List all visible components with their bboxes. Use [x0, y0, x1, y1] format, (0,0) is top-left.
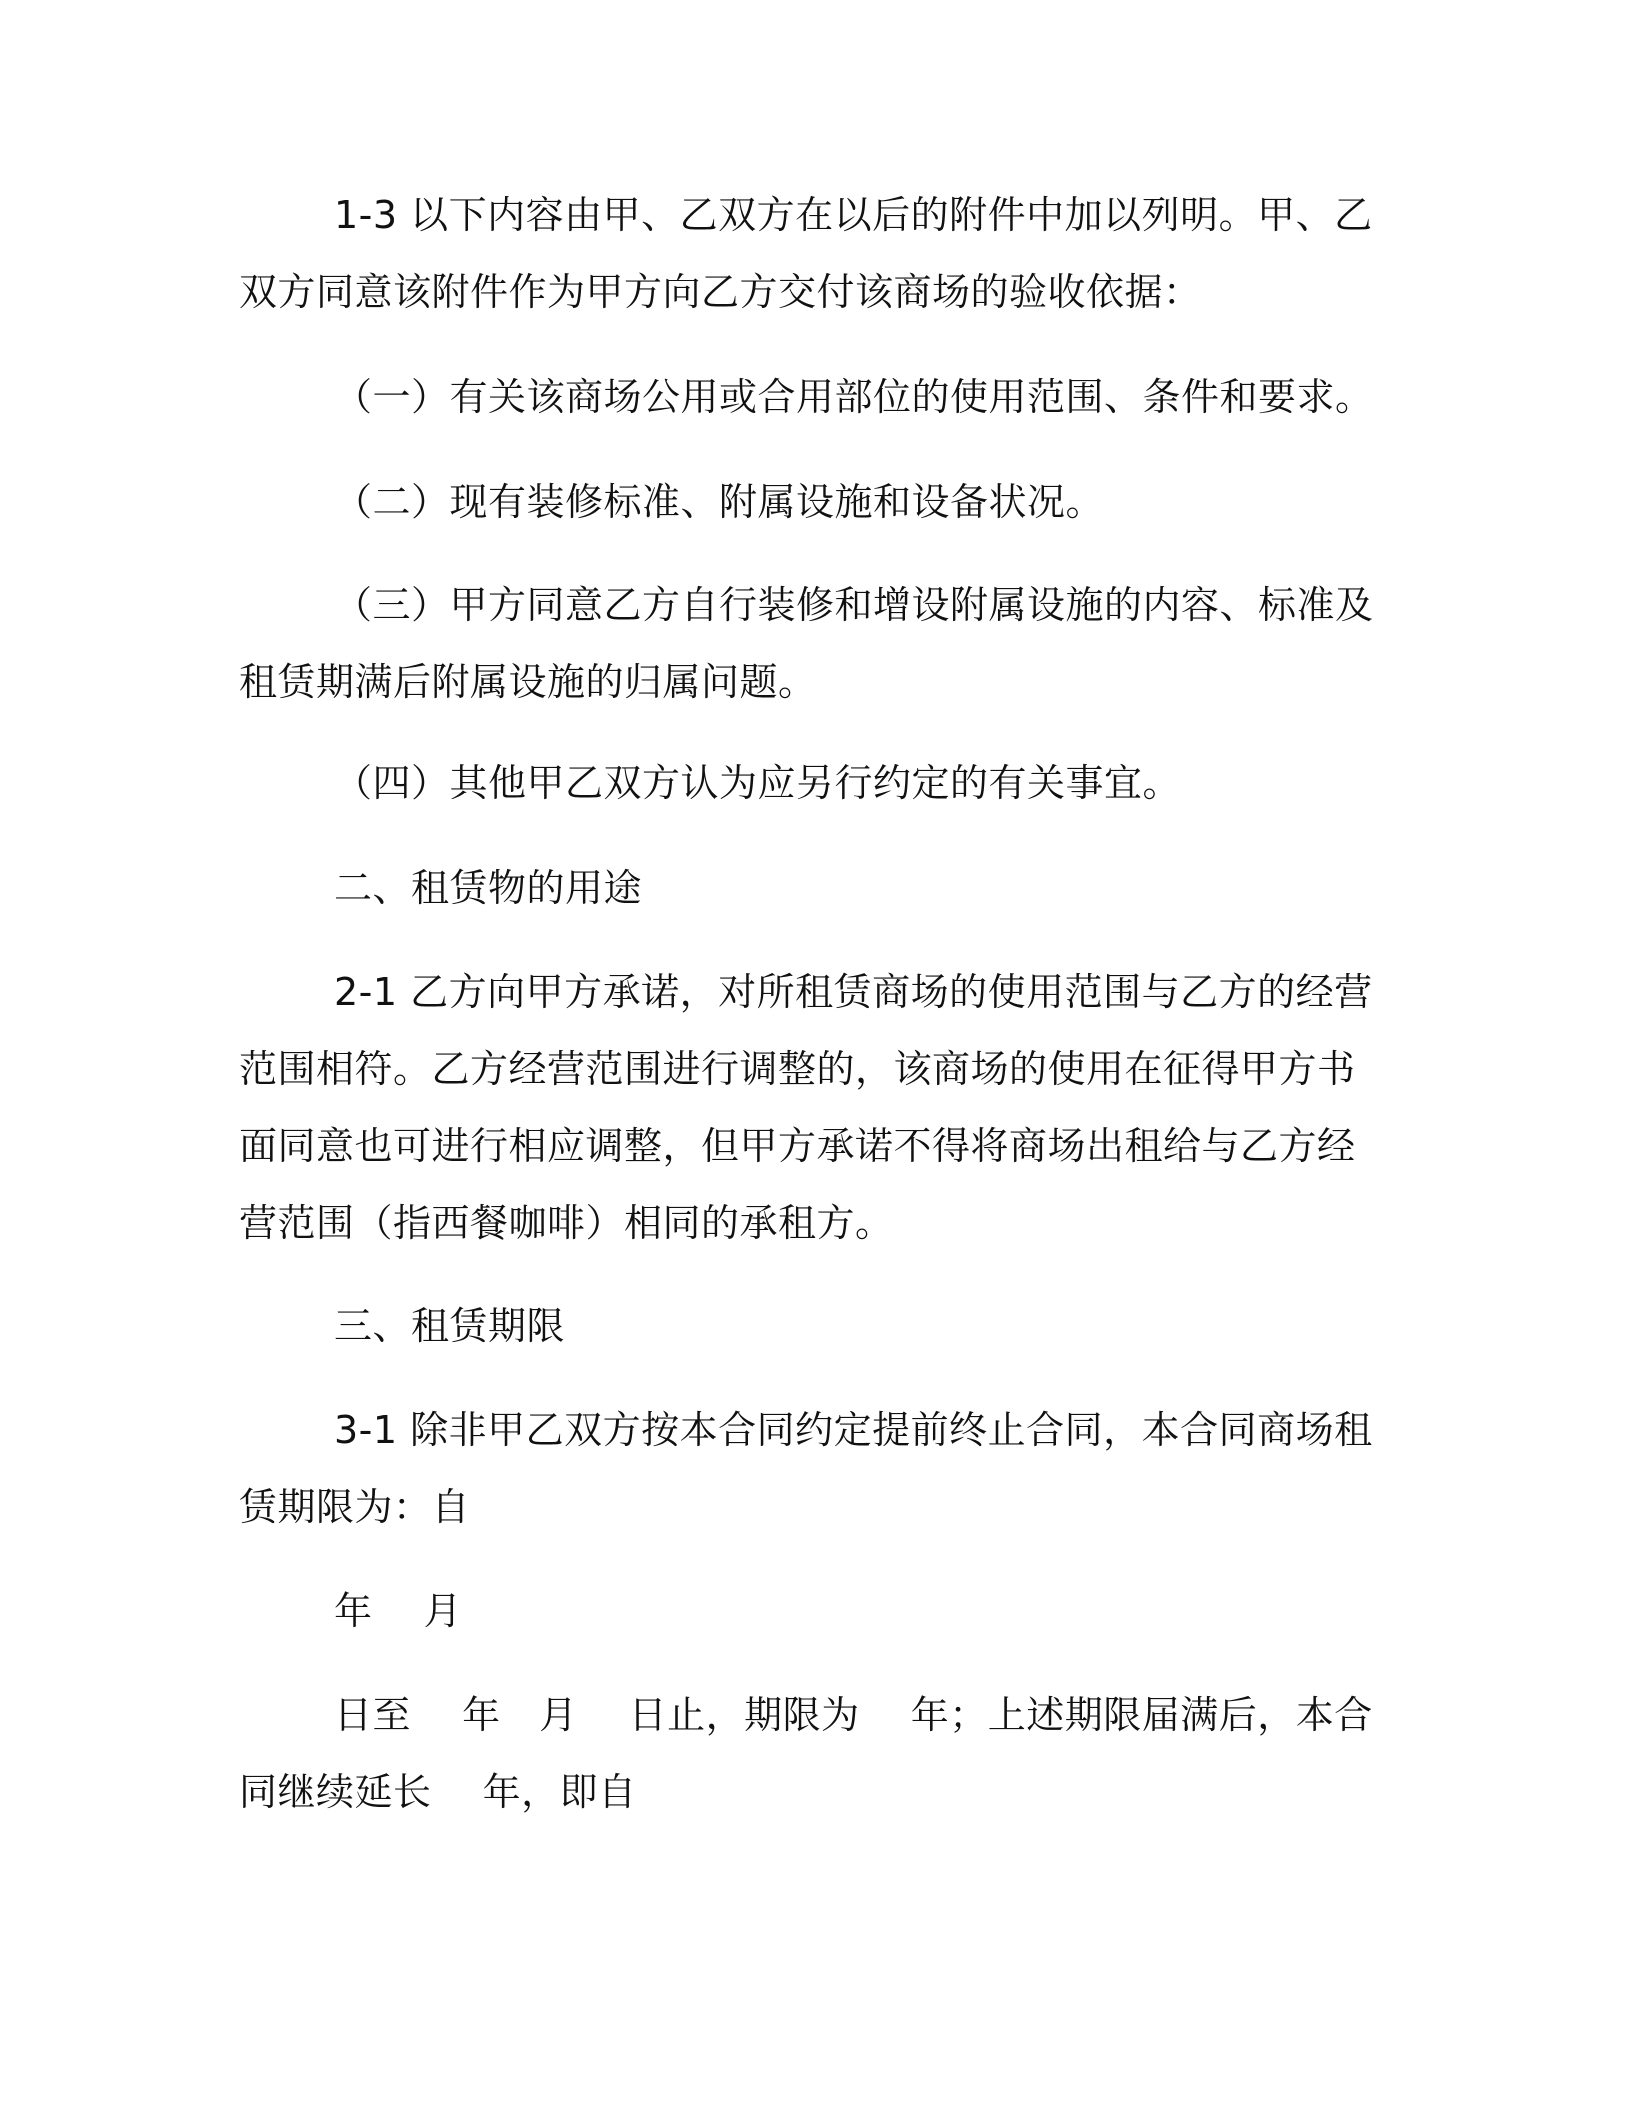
clause-1-3: 1-3 以下内容由甲、乙双方在以后的附件中加以列明。甲、乙双方同意该附件作为甲方向乙方交付该商场的验收依据：	[239, 193, 1373, 314]
item-two: （二）现有装修标准、附属设施和设备状况。	[334, 480, 1105, 524]
clause-2-1: 2-1 乙方向甲方承诺，对所租赁商场的使用范围与乙方的经营范围相符。乙方经营范围进行调整的，该商场的使用在征得甲方书面同意也可进行相应调整，但甲方承诺不得将商场出租给与乙方经营范围（指西餐咖啡）相同的承租方。	[239, 970, 1373, 1245]
item-one: （一）有关该商场公用或合用部位的使用范围、条件和要求。	[334, 375, 1374, 419]
section-heading-3: 三、租赁期限	[334, 1304, 566, 1348]
clause-3-1: 3-1 除非甲乙双方按本合同约定提前终止合同，本合同商场租赁期限为：自	[239, 1408, 1373, 1529]
date-line-year-month: 年 月	[334, 1589, 463, 1633]
date-line-term: 日至 年 月 日止，期限为 年；上述期限届满后，本合同继续延长 年，即自	[239, 1693, 1373, 1814]
item-three: （三）甲方同意乙方自行装修和增设附属设施的内容、标准及租赁期满后附属设施的归属问题。	[239, 583, 1374, 704]
section-heading-2: 二、租赁物的用途	[334, 866, 643, 910]
item-four: （四）其他甲乙双方认为应另行约定的有关事宜。	[334, 761, 1182, 805]
